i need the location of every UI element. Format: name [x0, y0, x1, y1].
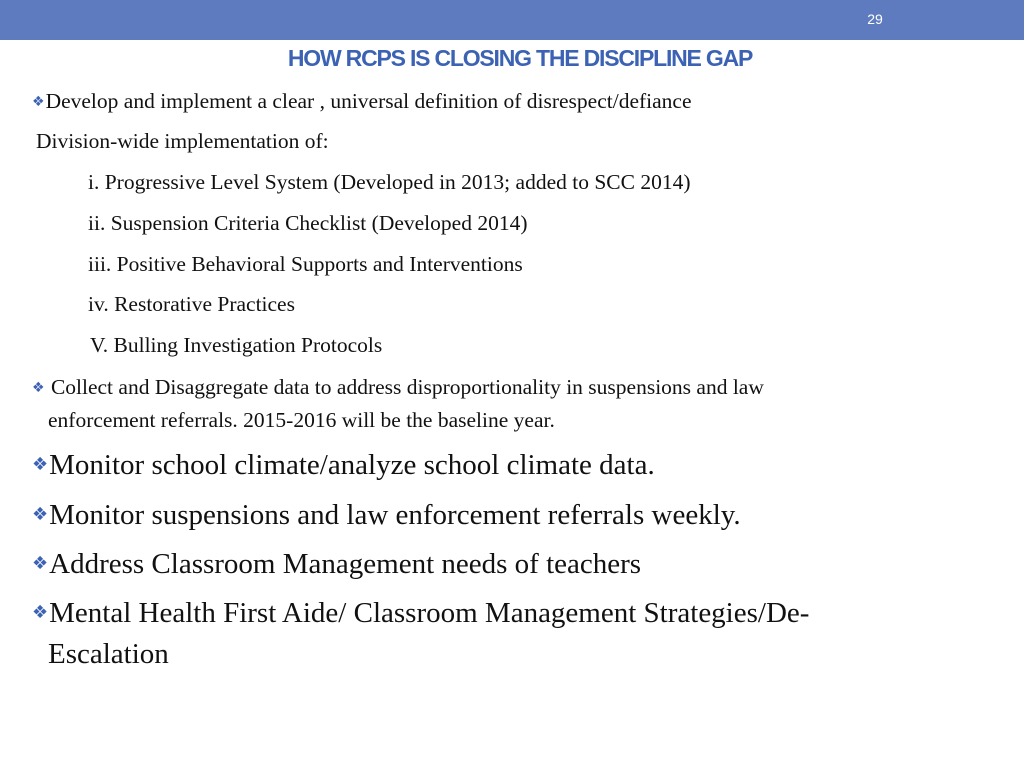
- bullet-item-monitor-suspensions: [32, 499, 741, 532]
- bullet-item-mental-health-cont: Escalation: [48, 638, 169, 670]
- diamond-bullet-icon: ❖: [32, 602, 49, 623]
- sub-item-3: iii. Positive Behavioral Supports and Interventions: [88, 252, 523, 276]
- bullet-item-collect-data-cont: enforcement referrals. 2015-2016 will be the baseline year.: [48, 408, 555, 432]
- bullet-text: Mental Health First Aide/ Classroom Management Strategies/De-: [49, 597, 810, 629]
- sub-item-2: ii. Suspension Criteria Checklist (Developed 2014): [88, 211, 528, 235]
- slide-title: HOW RCPS IS CLOSING THE DISCIPLINE GAP: [287, 45, 753, 71]
- bullet-item-collect-data: [32, 375, 764, 400]
- page-number: 29: [867, 11, 883, 27]
- bullet-text: Collect and Disaggregate data to address disproportionality in suspensions and law: [45, 375, 764, 399]
- diamond-bullet-icon: ❖: [32, 380, 45, 396]
- bullet-item-classroom-management: [32, 548, 641, 581]
- header-bar: [0, 0, 1024, 40]
- bullet-item-school-climate: [32, 449, 655, 482]
- sub-item-1: i. Progressive Level System (Developed in 2013; added to SCC 2014): [88, 170, 691, 194]
- sub-item-5: V. Bulling Investigation Protocols: [90, 333, 383, 357]
- bullet-text: Develop and implement a clear , universal definition of disrespect/defiance: [45, 89, 692, 113]
- subheading-division-wide: Division-wide implementation of:: [36, 129, 329, 153]
- bullet-item-mental-health: [32, 597, 809, 630]
- bullet-text: Monitor school climate/analyze school climate data.: [49, 449, 655, 481]
- diamond-bullet-icon: ❖: [32, 553, 49, 574]
- bullet-text: Monitor suspensions and law enforcement referrals weekly.: [49, 499, 741, 531]
- sub-item-4: iv. Restorative Practices: [88, 292, 295, 316]
- diamond-bullet-icon: ❖: [32, 504, 49, 525]
- bullet-item-definition: [32, 89, 692, 114]
- diamond-bullet-icon: ❖: [32, 94, 45, 110]
- diamond-bullet-icon: ❖: [32, 454, 49, 475]
- bullet-text: Address Classroom Management needs of teachers: [49, 548, 642, 580]
